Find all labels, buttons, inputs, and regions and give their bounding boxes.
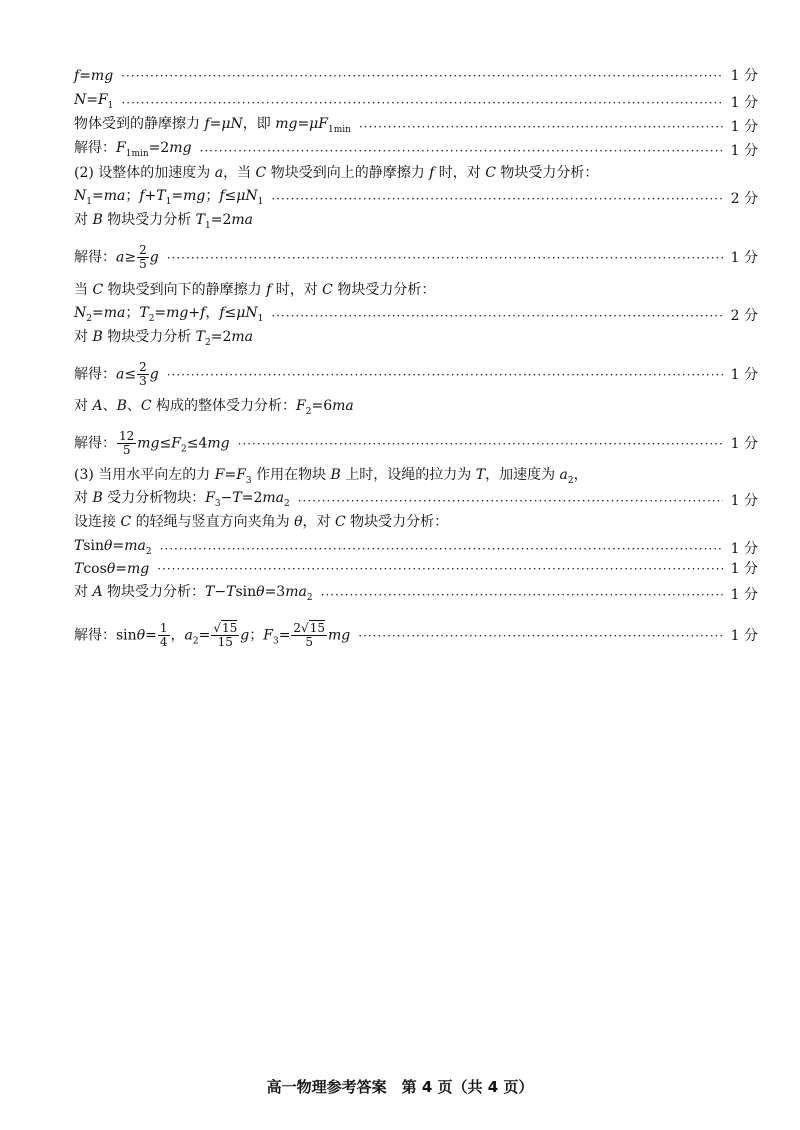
answer-line	[74, 91, 758, 115]
line-content: 对 B 物块受力分析 $T_1=2ma$	[74, 212, 253, 231]
answer-line	[74, 489, 758, 513]
dot-leader	[271, 307, 722, 325]
line-score: 1 分	[730, 94, 758, 111]
line-score: 2 分	[730, 190, 758, 207]
line-content: f=mg	[74, 68, 114, 84]
line-content: 设连接 C 的轻绳与竖直方向夹角为 θ，对 C 物块受力分析：	[74, 514, 449, 530]
dot-leader	[200, 142, 723, 160]
answer-line	[74, 622, 758, 650]
line-content: 对 B 物块受力分析 $T_2=2ma$	[74, 329, 253, 348]
page-footer: 高一物理参考答案 第 4 页（共 4 页）	[266, 1078, 534, 1096]
line-score: 1 分	[730, 586, 758, 603]
line-content: $N=F_1$	[74, 92, 114, 111]
answer-line	[74, 115, 758, 139]
line-score: 2 分	[730, 307, 758, 324]
line-score: 1 分	[730, 436, 758, 453]
answer-line	[74, 361, 758, 388]
line-score: 1 分	[730, 142, 758, 159]
dot-leader	[298, 492, 723, 510]
answer-line	[74, 139, 758, 163]
dot-leader	[121, 67, 722, 85]
line-content: 对 A 物块受力分析：$T-Tsin\theta=3ma_2$	[74, 584, 313, 603]
line-score: 1 分	[730, 540, 758, 557]
line-content: $Tsin\theta=ma_2$	[74, 538, 152, 557]
line-score: 1 分	[730, 118, 758, 135]
line-content: 对 A、B、C 构成的整体受力分析：$F_2=6ma$	[74, 398, 354, 417]
dot-leader	[167, 249, 723, 267]
line-score: 1 分	[730, 561, 758, 577]
line-content: (3) 当用水平向左的力 $F=F_3$ 作用在物块 B 上时，设绳的拉力为 T，加速度为 $a_2$，	[74, 467, 588, 486]
answer-line	[74, 281, 758, 299]
line-score: 1 分	[730, 68, 758, 84]
answer-line	[74, 560, 758, 578]
answer-line	[74, 583, 758, 607]
dot-leader	[121, 94, 722, 112]
answer-line	[74, 304, 758, 328]
dot-leader	[167, 366, 723, 384]
answer-line	[74, 513, 758, 531]
line-content: 对 B 受力分析物块：$F_3-T=2ma_2$	[74, 490, 290, 509]
line-content: (2) 设整体的加速度为 a，当 C 物块受到向上的静摩擦力 f 时，对 C 物块受力分析：	[74, 165, 599, 181]
answer-line	[74, 466, 758, 490]
line-content: 解得：a≤ $\frac{2}{3}$ g	[74, 360, 159, 388]
answer-line	[74, 430, 758, 458]
answer-line	[74, 537, 758, 561]
dot-leader	[271, 190, 722, 208]
answer-line	[74, 67, 758, 85]
line-content: 解得：a≥ $\frac{2}{5}$ g	[74, 243, 159, 271]
dot-leader	[238, 435, 723, 453]
line-content: 物体受到的静摩擦力 f=μN，即 $mg=\mu F_{1min}$	[74, 116, 351, 135]
answer-line	[74, 187, 758, 211]
line-content: 解得：$F_{1min}=2mg$	[74, 140, 192, 159]
answer-line	[74, 328, 758, 352]
dot-leader	[359, 118, 723, 136]
answer-line	[74, 244, 758, 271]
line-content: 解得： $\frac{12}{5}$ $mg\le F_2\le 4mg$	[74, 429, 230, 457]
dot-leader	[321, 586, 723, 604]
line-content: 解得：sinθ= $\frac{1}{4}$ ，$a_2=$ $\frac{√15}{15}$ g；$F_3=$ $\frac{2√15}{5}$ mg	[74, 621, 351, 649]
line-score: 1 分	[730, 366, 758, 383]
dot-leader	[358, 627, 722, 645]
line-content: $N_2=ma$；$T_2=mg+f$，$f\le\mu N_1$	[74, 305, 264, 324]
line-content: $N_1=ma$；$f+T_1=mg$；$f\le\mu N_1$	[74, 188, 264, 207]
line-score: 1 分	[730, 249, 758, 266]
line-score: 1 分	[730, 492, 758, 509]
line-content: Tcosθ=mg	[74, 561, 150, 577]
answer-line	[74, 397, 758, 421]
dot-leader	[160, 540, 723, 558]
answer-line	[74, 164, 758, 182]
line-score: 1 分	[730, 628, 758, 645]
dot-leader	[157, 560, 722, 578]
line-content: 当 C 物块受到向下的静摩擦力 f 时，对 C 物块受力分析：	[74, 282, 436, 298]
answer-line	[74, 211, 758, 235]
